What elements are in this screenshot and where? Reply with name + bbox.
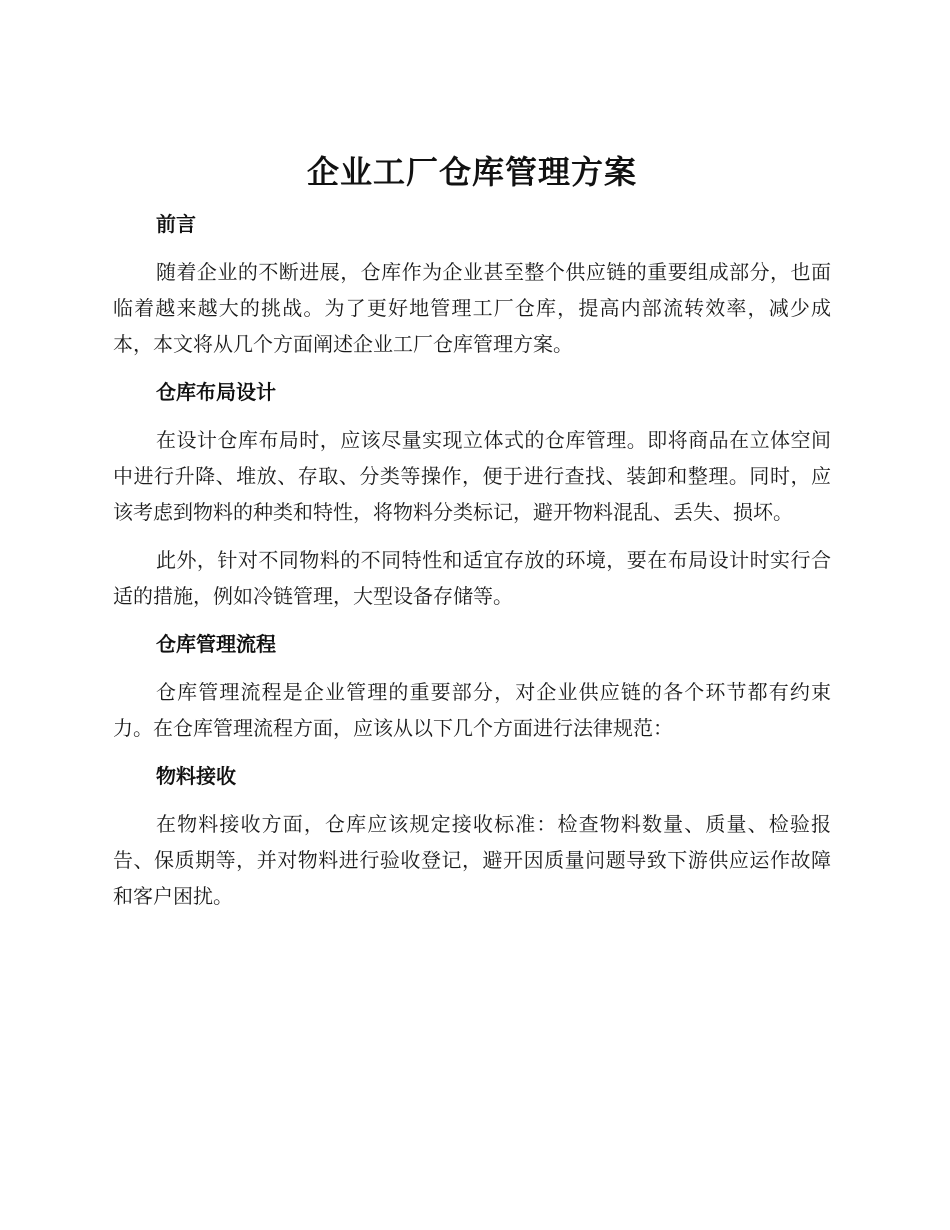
section-heading: 前言 — [156, 212, 196, 236]
section-management-process — [113, 626, 831, 746]
section-preface — [113, 206, 831, 362]
section-heading: 物料接收 — [156, 764, 236, 788]
section-warehouse-layout — [113, 374, 831, 614]
document-title: 企业工厂仓库管理方案 — [306, 153, 637, 191]
paragraph: 仓库管理流程是企业管理的重要部分，对企业供应链的各个环节都有约束力。在仓库管理流程方面，应该从以下几个方面进行法律规范： — [113, 680, 831, 740]
document-page — [113, 150, 831, 914]
section-heading: 仓库布局设计 — [156, 380, 276, 404]
section-material-receiving — [113, 758, 831, 914]
paragraph: 在物料接收方面，仓库应该规定接收标准：检查物料数量、质量、检验报告、保质期等，并对物料进行验收登记，避开因质量问题导致下游供应运作故障和客户困扰。 — [113, 812, 831, 908]
paragraph: 随着企业的不断进展，仓库作为企业甚至整个供应链的重要组成部分，也面临着越来越大的挑战。为了更好地管理工厂仓库，提高内部流转效率，减少成本，本文将从几个方面阐述企业工厂仓库管理方案。 — [113, 260, 831, 356]
section-heading: 仓库管理流程 — [156, 632, 276, 656]
paragraph: 在设计仓库布局时，应该尽量实现立体式的仓库管理。即将商品在立体空间中进行升降、堆放、存取、分类等操作，便于进行查找、装卸和整理。同时，应该考虑到物料的种类和特性，将物料分类标记，避开物料混乱、丢失、损坏。 — [113, 428, 831, 524]
paragraph: 此外，针对不同物料的不同特性和适宜存放的环境，要在布局设计时实行合适的措施，例如冷链管理，大型设备存储等。 — [113, 548, 831, 608]
